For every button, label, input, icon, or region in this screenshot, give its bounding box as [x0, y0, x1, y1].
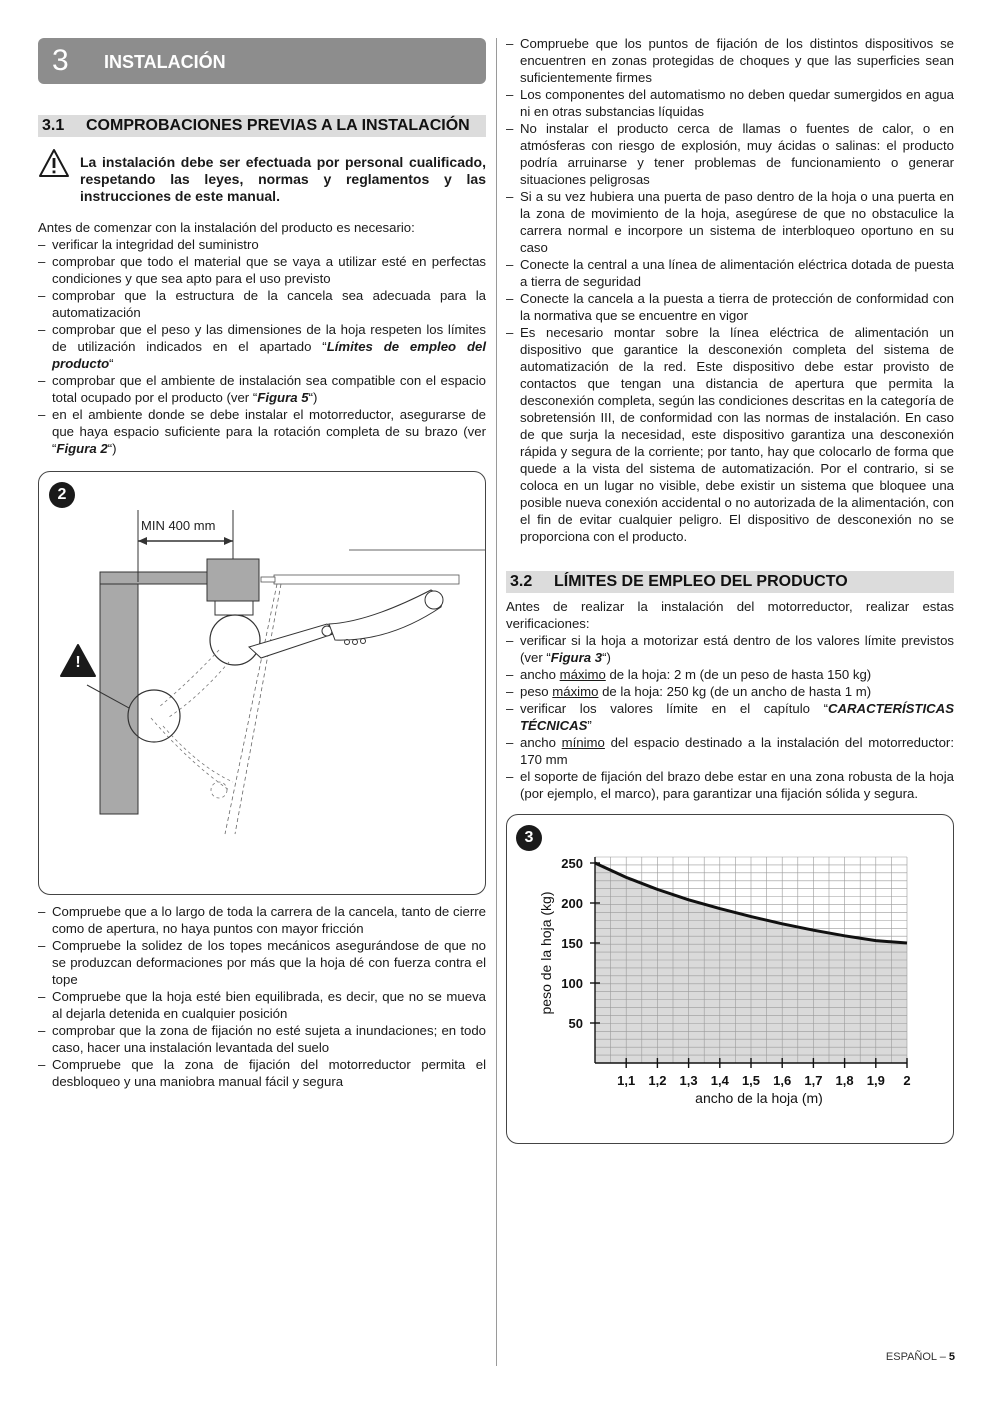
list-item: – comprobar que todo el material que se vaya a utilizar esté en perfectas condiciones y que sea apto para el uso previsto — [38, 253, 486, 287]
x-tick-label: 1,7 — [804, 1073, 823, 1088]
hazard-mark: ! — [75, 654, 81, 671]
list-item: – en el ambiente donde se debe instalar el motorreductor, asegurarse de que haya espacio suficiente para la rotación completa de su brazo (ver “Figura 2“) — [38, 406, 486, 457]
warning-text: La instalación debe ser efectuada por personal cualificado, respetando las leyes, normas y reglamentos y las instrucciones de este manual. — [80, 154, 486, 204]
list-item: – ancho mínimo del espacio destinado a la instalación del motorreductor: 170 mm — [506, 734, 954, 768]
section-title: COMPROBACIONES PREVIAS A LA INSTALACIÓN — [86, 117, 470, 134]
section1-body — [38, 219, 486, 457]
chapter-title: INSTALACIÓN — [104, 52, 226, 72]
section2-checklist — [506, 632, 954, 802]
list-item: – verificar la integridad del suministro — [38, 236, 486, 253]
weight-width-chart — [507, 815, 955, 1145]
page-footer — [886, 1349, 955, 1366]
list-item: – comprobar que la zona de fijación no esté sujeta a inundaciones; en todo caso, hacer una instalación levantada del suelo — [38, 1022, 486, 1056]
section-heading-3-1 — [38, 115, 486, 137]
footer-language: ESPAÑOL – — [885, 1351, 949, 1363]
list-item: – comprobar que el peso y las dimensiones de la hoja respeten los límites de utilización indicados en el apartado “Límites de empleo del producto“ — [38, 321, 486, 372]
list-item: – Compruebe que a lo largo de toda la carrera de la cancela, tanto de cierre como de apertura, no haya puntos con mayor fricción — [38, 903, 486, 937]
list-item: – Compruebe que la zona de fijación del motorreductor permita el desbloqueo y una maniobra manual fácil y segura — [38, 1056, 486, 1090]
section1-intro: Antes de comenzar con la instalación del producto es necesario: — [38, 220, 415, 235]
list-item: – el soporte de fijación del brazo debe estar en una zona robusta de la hoja (por ejemplo, el marco), para garantizar una fijación sólida y segura. — [506, 768, 954, 802]
x-tick-label: 1,8 — [835, 1073, 854, 1088]
list-item: – Es necesario montar sobre la línea eléctrica de alimentación un dispositivo que garantice la desconexión completa del sistema de automatización de la red. Este dispositivo debe estar provisto de contactos que tengan una distancia de apertura que permita la desconexión completa, según las condiciones descritas en la categoría de sobretensión III, de conformidad con las normas de instalación. En caso de que surja la necesidad, este dispositivo garantiza una desconexión rápida y segura de la corriente; por tanto, hay que colocarlo de forma que quede a la vista del sistema de automatización. Por el contrario, si se coloca en un lugar no visible, debe existir un sistema que bloquee una posible nueva conexión accidental o no autorizada de la alimentación, con el fin de evitar cualquier peligro. El dispositivo de desconexión no se proporciona con el producto. — [506, 324, 954, 545]
motor-arm-drawing — [39, 472, 487, 896]
list-item: – No instalar el producto cerca de llamas o fuentes de calor, o en atmósferas con riesgo de explosión, muy ácidas o salinas: el producto podría arruinarse y tener problemas de funcionamiento o generar situaciones peligrosas — [506, 120, 954, 188]
list-item: – Si a su vez hubiera una puerta de paso dentro de la hoja o una puerta en la zona de movimiento de la hoja, asegúrese de que no obstaculice la carrera normal e incorpore un sistema de interbloqueo oportuno en su caso — [506, 188, 954, 256]
column-divider — [496, 38, 497, 1366]
x-tick-label: 1,4 — [710, 1073, 729, 1088]
list-item: – peso máximo de la hoja: 250 kg (de un ancho de hasta 1 m) — [506, 683, 954, 700]
figure-badge: 2 — [49, 482, 75, 508]
section1-checklist — [38, 236, 486, 457]
x-axis-label: ancho de la hoja (m) — [695, 1090, 823, 1106]
list-item: – comprobar que el ambiente de instalación sea compatible con el espacio total ocupado por el producto (ver “Figura 5“) — [38, 372, 486, 406]
min-distance-label: MIN 400 mm — [141, 518, 216, 533]
x-tick-label: 1,9 — [866, 1073, 885, 1088]
y-axis-label: peso de la hoja (kg) — [538, 891, 554, 1015]
chapter-header — [38, 38, 486, 84]
section-heading-3-2 — [506, 571, 954, 593]
right-checklist — [506, 35, 954, 545]
list-item: – Los componentes del automatismo no deben quedar sumergidos en agua ni en otras substancias líquidas — [506, 86, 954, 120]
list-item: – Compruebe que la hoja esté bien equilibrada, es decir, que no se mueva al dejarla detenida en cualquier posición — [38, 988, 486, 1022]
list-item: – comprobar que la estructura de la cancela sea adecuada para la automatización — [38, 287, 486, 321]
x-tick-label: 1,6 — [773, 1073, 792, 1088]
list-item: – verificar si la hoja a motorizar está dentro de los valores límite previstos (ver “Figura 3“) — [506, 632, 954, 666]
y-tick-label: 100 — [561, 976, 583, 991]
x-tick-label: 1,5 — [741, 1073, 761, 1088]
section2-body — [506, 598, 954, 802]
list-item: – Compruebe la solidez de los topes mecánicos asegurándose de que no se produzcan deformaciones por más que la hoja dé con fuerza contra el tope — [38, 937, 486, 988]
list-item: – Conecte la central a una línea de alimentación eléctrica dotada de puesta a tierra de seguridad — [506, 256, 954, 290]
list-item: – Conecte la cancela a la puesta a tierra de protección de conformidad con la normativa que se encuentre en vigor — [506, 290, 954, 324]
section-number: 3.1 — [42, 117, 65, 134]
y-tick-label: 200 — [561, 896, 583, 911]
figure-badge: 3 — [516, 825, 542, 851]
x-tick-label: 1,3 — [679, 1073, 698, 1088]
section2-intro: Antes de realizar la instalación del motorreductor, realizar estas verificaciones: — [506, 599, 954, 631]
x-tick-label: 2 — [903, 1073, 911, 1088]
y-tick-label: 150 — [561, 936, 583, 951]
section-title: LÍMITES DE EMPLEO DEL PRODUCTO — [554, 573, 848, 590]
y-tick-label: 50 — [568, 1016, 583, 1031]
x-tick-label: 1,2 — [648, 1073, 667, 1088]
page-number: 5 — [948, 1351, 955, 1363]
y-tick-label: 250 — [561, 856, 583, 871]
section-number: 3.2 — [510, 573, 533, 590]
list-item: – ancho máximo de la hoja: 2 m (de un peso de hasta 150 kg) — [506, 666, 954, 683]
list-item: – Compruebe que los puntos de fijación de los distintos dispositivos se encuentren en zonas protegidas de choques y que las superficies sean suficientemente firmes — [506, 35, 954, 86]
figure-2 — [38, 471, 486, 895]
warning-triangle-icon — [38, 148, 70, 178]
figure-3 — [506, 814, 954, 1144]
list-item: – verificar los valores límite en el capítulo “CARACTERÍSTICAS TÉCNICAS” — [506, 700, 954, 734]
chapter-number: 3 — [52, 44, 69, 77]
section1-checklist-continued — [38, 903, 486, 1090]
x-tick-label: 1,1 — [617, 1073, 636, 1088]
